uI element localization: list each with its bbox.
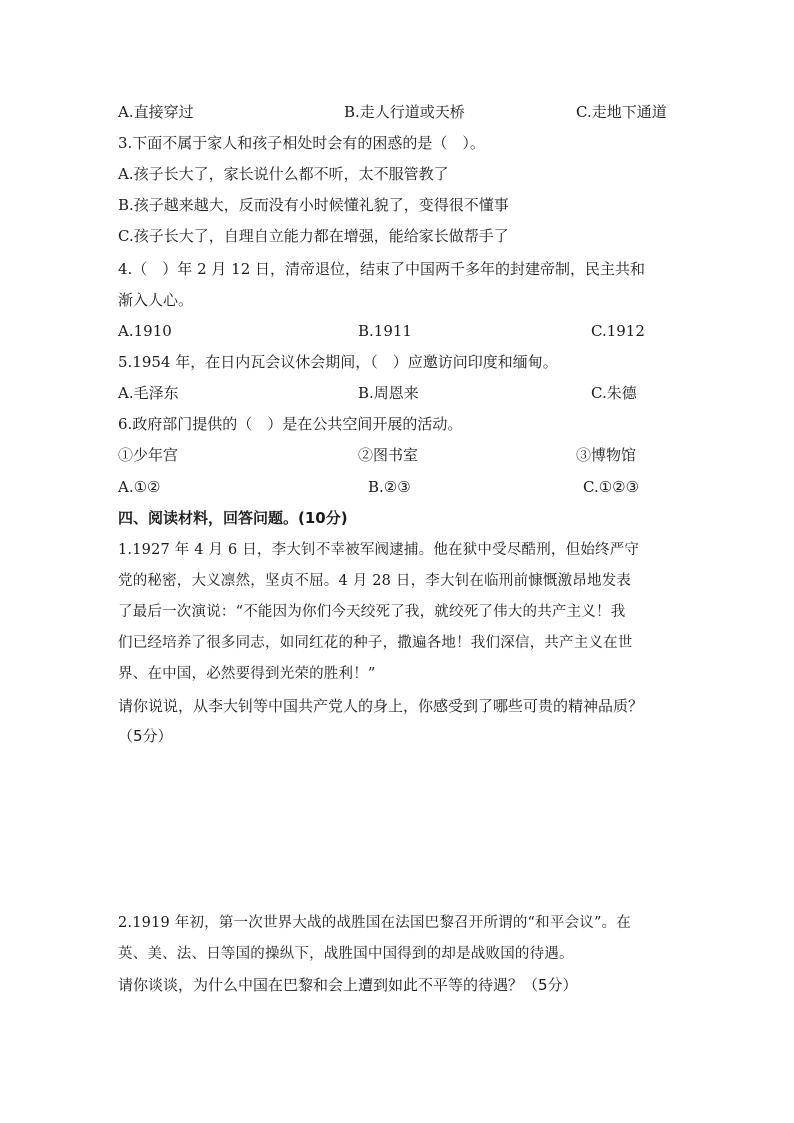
q5-option-b: B.周恩来 [358,384,419,402]
material1-line4: 们已经培养了很多同志，如同红花的种子，撒遍各地！我们深信，共产主义在世 [118,635,633,651]
material1-line3: 了最后一次演说：“不能因为你们今天绞死了我，就绞死了伟大的共产主义！我 [118,604,626,620]
q5-option-c: C.朱德 [591,384,637,402]
q6-item-1: ①少年宫 [118,446,179,464]
q6-option-a: A.①② [118,478,161,496]
material2-line2: 英、美、法、日等国的操纵下，战胜国中国得到的却是战败国的待遇。 [118,946,574,962]
section4-heading: 四、阅读材料，回答问题。(10分) [118,509,348,527]
q5-stem: 5.1954 年，在日内瓦会议休会期间，（ ）应邀访问印度和缅甸。 [118,353,558,371]
q4-option-c: C.1912 [591,322,645,340]
q2-option-b: B.走人行道或天桥 [344,103,465,121]
question2: 请你谈谈，为什么中国在巴黎和会上遭到如此不平等的待遇？（5分） [118,976,578,994]
q4-stem-line2: 渐入人心。 [118,291,194,309]
material2-line1: 2.1919 年初，第一次世界大战的战胜国在法国巴黎召开所谓的“和平会议”。在 [118,915,631,931]
q6-item-3: ③博物馆 [576,446,637,464]
q3-option-c: C.孩子长大了，自理自立能力都在增强，能给家长做帮手了 [118,227,509,245]
q3-stem: 3.下面不属于家人和孩子相处时会有的困惑的是（ ）。 [118,134,485,152]
material1-line2: 党的秘密，大义凛然，坚贞不屈。4 月 28 日，李大钊在临刑前慷慨激昂地发表 [118,573,632,589]
q4-stem-line1: 4.（ ）年 2 月 12 日，清帝退位，结束了中国两千多年的封建帝制，民主共和 [118,260,646,278]
q2-option-c: C.走地下通道 [576,103,667,121]
q4-option-a: A.1910 [118,322,172,340]
q5-option-a: A.毛泽东 [118,384,179,402]
q3-option-b: B.孩子越来越大，反而没有小时候懂礼貌了，变得很不懂事 [118,196,509,214]
q6-option-c: C.①②③ [583,478,640,496]
question1-line2: （5分） [118,727,173,745]
q4-option-b: B.1911 [358,322,412,340]
q6-item-2: ②图书室 [358,446,419,464]
q6-stem: 6.政府部门提供的（ ）是在公共空间开展的活动。 [118,415,463,433]
q6-option-b: B.②③ [368,478,411,496]
question1-line1: 请你说说，从李大钊等中国共产党人的身上，你感受到了哪些可贵的精神品质？ [118,697,644,715]
material1-line1: 1.1927 年 4 月 6 日，李大钊不幸被军阀逮捕。他在狱中受尽酷刑，但始终严守 [118,542,640,558]
material1-line5: 界、在中国，必然要得到光荣的胜利！” [118,666,376,682]
q3-option-a: A.孩子长大了，家长说什么都不听，太不服管教了 [118,165,449,183]
q2-option-a: A.直接穿过 [118,103,194,121]
